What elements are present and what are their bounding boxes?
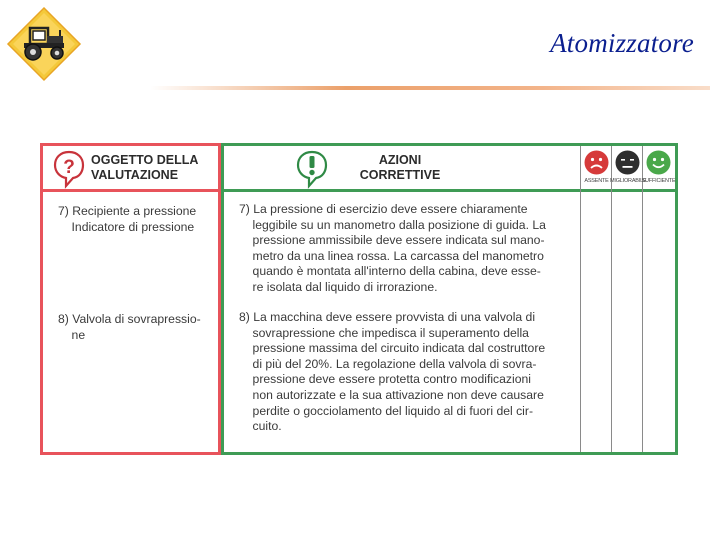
corrective-actions-panel bbox=[221, 143, 678, 455]
question-mark-icon bbox=[52, 149, 86, 189]
right-item-7-line: quando è montata all'interno della cabina, deve esse- bbox=[239, 264, 541, 279]
right-item-7-line: 7) La pressione di esercizio deve essere chiaramente bbox=[239, 202, 528, 216]
rating-column-improvable[interactable] bbox=[610, 146, 647, 452]
right-item-8-line: 8) La macchina deve essere provvista di una valvola di bbox=[239, 310, 536, 324]
right-item-8-line: sovrapressione che impedisca il superamento della bbox=[239, 325, 529, 340]
rating-column-sufficient[interactable] bbox=[641, 146, 676, 452]
right-item-8-line: pressione deve essere protetta contro modificazioni bbox=[239, 372, 531, 387]
right-item-8 bbox=[239, 310, 579, 435]
right-item-7 bbox=[239, 202, 579, 296]
rating-columns bbox=[580, 146, 675, 452]
neutral-face-icon bbox=[615, 150, 640, 175]
sad-face-icon bbox=[584, 150, 609, 175]
right-item-7-line: pressione ammissibile deve essere indicata sul mano- bbox=[239, 233, 545, 248]
corrective-actions-heading: AZIONI CORRETTIVE bbox=[359, 153, 441, 182]
exclamation-mark-icon bbox=[295, 149, 329, 189]
right-item-8-line: di più del 20%. La regolazione della valvola di sovra- bbox=[239, 356, 537, 371]
right-item-8-line: non autorizzate e la sua attivazione non deve causare bbox=[239, 387, 544, 402]
rating-label-improvable: MIGLIORABILE bbox=[610, 178, 647, 184]
tractor-icon bbox=[6, 6, 82, 82]
right-item-7-line: re isolata dal liquido di irrorazione. bbox=[239, 279, 438, 294]
right-item-8-line: perdite o gocciolamento del liquido al di fuori del cir- bbox=[239, 403, 534, 418]
evaluation-card bbox=[40, 143, 678, 455]
title-divider bbox=[150, 86, 710, 90]
svg-text:?: ? bbox=[63, 157, 75, 178]
evaluation-object-header bbox=[43, 146, 218, 192]
rating-label-sufficient: SUFFICIENTE bbox=[641, 178, 676, 184]
evaluation-object-panel bbox=[40, 143, 221, 455]
left-item-7: 7) Recipiente a pressione Indicatore di pressione bbox=[58, 204, 197, 234]
slide-title: Atomizzatore bbox=[550, 28, 694, 58]
right-item-7-line: leggibile su un manometro dalla posizione di guida. La bbox=[239, 217, 546, 232]
evaluation-object-heading: OGGETTO DELLA VALUTAZIONE bbox=[91, 153, 199, 182]
happy-face-icon bbox=[646, 150, 671, 175]
rating-label-absent: ASSENTE bbox=[584, 178, 609, 184]
rating-column-absent[interactable] bbox=[580, 146, 611, 452]
left-item-8: 8) Valvola di sovrapressio- ne bbox=[58, 312, 201, 342]
right-item-8-line: pressione massima del circuito indicata dal costruttore bbox=[239, 341, 546, 356]
right-item-8-line: cuito. bbox=[239, 419, 282, 434]
right-item-7-line: metro da una linea rossa. La carcassa del manometro bbox=[239, 248, 544, 263]
